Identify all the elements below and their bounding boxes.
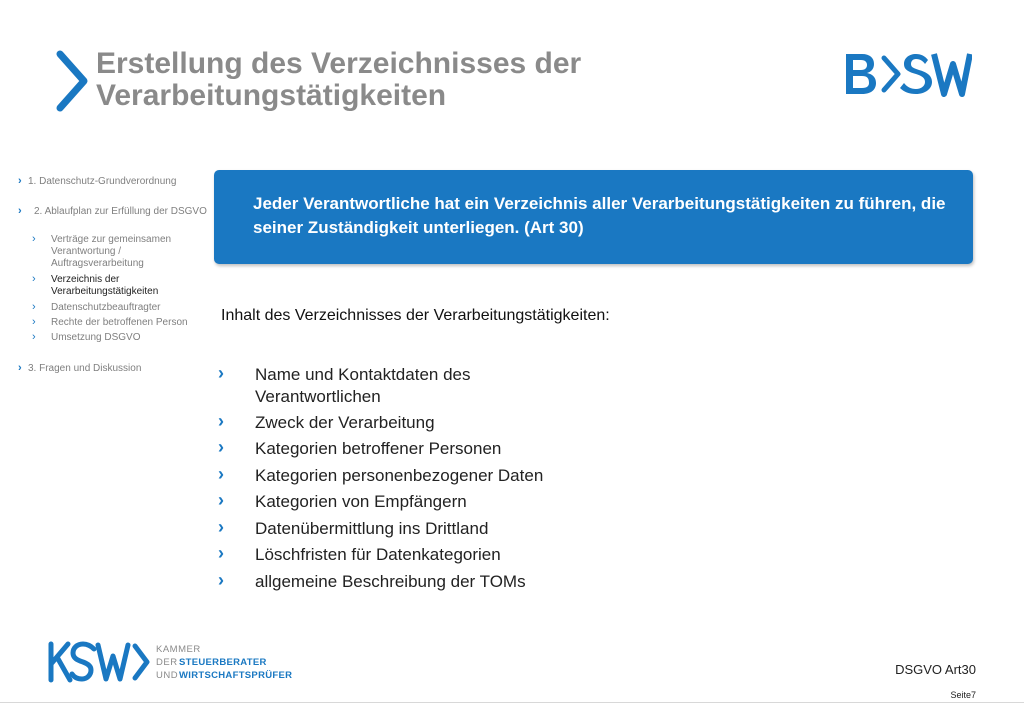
toc-item-label: 2. Ablaufplan zur Erfüllung der DSGVO bbox=[34, 206, 207, 217]
logo-line-2-prefix: DER bbox=[156, 657, 178, 668]
chevron-right-icon: › bbox=[218, 363, 224, 383]
toc-item-label: 1. Datenschutz-Grundverordnung bbox=[28, 176, 177, 187]
toc-sub-label: Umsetzung DSGVO bbox=[51, 332, 141, 343]
chevron-right-icon: › bbox=[218, 464, 224, 484]
toc-item-label: 3. Fragen und Diskussion bbox=[28, 363, 142, 374]
chevron-right-icon: › bbox=[18, 362, 22, 374]
page-number bbox=[950, 690, 976, 700]
chevron-right-icon: › bbox=[32, 233, 36, 245]
list-item-text: allgemeine Beschreibung der TOMs bbox=[255, 572, 526, 591]
chevron-right-icon: › bbox=[32, 316, 36, 328]
logo-line-2: STEUERBERATER bbox=[179, 657, 267, 668]
page-title: Erstellung des Verzeichnisses der Verarbeitungstätigkeiten bbox=[96, 47, 582, 112]
chevron-right-icon: › bbox=[218, 437, 224, 457]
list-item-text: Löschfristen für Datenkategorien bbox=[255, 545, 501, 564]
ksw-logo bbox=[48, 640, 298, 684]
chevron-right-icon: › bbox=[32, 331, 36, 343]
chevron-right-icon: › bbox=[32, 273, 36, 285]
chevron-right-icon: › bbox=[218, 490, 224, 510]
content-intro: Inhalt des Verzeichnisses der Verarbeitungstätigkeiten: bbox=[221, 307, 610, 324]
list-item-text: Name und Kontaktdaten des Verantwortlichen bbox=[255, 365, 471, 406]
banner-text: Jeder Verantwortliche hat ein Verzeichnis aller Verarbeitungstätigkeiten zu führen, die seiner Zuständigkeit unterliegen. (Art 30) bbox=[253, 194, 946, 237]
logo-line-1: KAMMER bbox=[156, 644, 201, 655]
toc-sub-label: Verträge zur gemeinsamen Verantwortung / Auftragsverarbeitung bbox=[51, 234, 172, 269]
chevron-right-icon: › bbox=[218, 411, 224, 431]
list-item-text: Kategorien von Empfängern bbox=[255, 492, 467, 511]
list-item-text: Kategorien betroffener Personen bbox=[255, 439, 502, 458]
chevron-right-icon: › bbox=[218, 543, 224, 563]
chevron-right-icon: › bbox=[18, 205, 22, 217]
toc-sub-label: Datenschutzbeauftragter bbox=[51, 302, 161, 313]
chevron-right-icon: › bbox=[218, 570, 224, 590]
chevron-right-icon: › bbox=[32, 301, 36, 313]
footer-label: DSGVO Art30 bbox=[895, 662, 976, 677]
key-statement-banner bbox=[214, 170, 973, 264]
page-value: 7 bbox=[970, 690, 976, 700]
toc-sub-label: Rechte der betroffenen Person bbox=[51, 317, 188, 328]
chevron-right-icon: › bbox=[18, 175, 22, 187]
list-item-text: Zweck der Verarbeitung bbox=[255, 413, 435, 432]
list-item-text: Datenübermittlung ins Drittland bbox=[255, 519, 489, 538]
bsw-logo bbox=[842, 50, 972, 98]
logo-line-3-prefix: UND bbox=[156, 670, 179, 681]
list-item-text: Kategorien personenbezogener Daten bbox=[255, 466, 544, 485]
toc-sub-label: Verzeichnis der Verarbeitungstätigkeiten bbox=[51, 274, 159, 297]
page-prefix: Seite bbox=[950, 690, 971, 700]
chevron-right-icon: › bbox=[218, 517, 224, 537]
title-chevron-icon bbox=[52, 50, 92, 112]
logo-line-3: WIRTSCHAFTSPRÜFER bbox=[179, 670, 293, 681]
footer-divider bbox=[0, 702, 1024, 703]
